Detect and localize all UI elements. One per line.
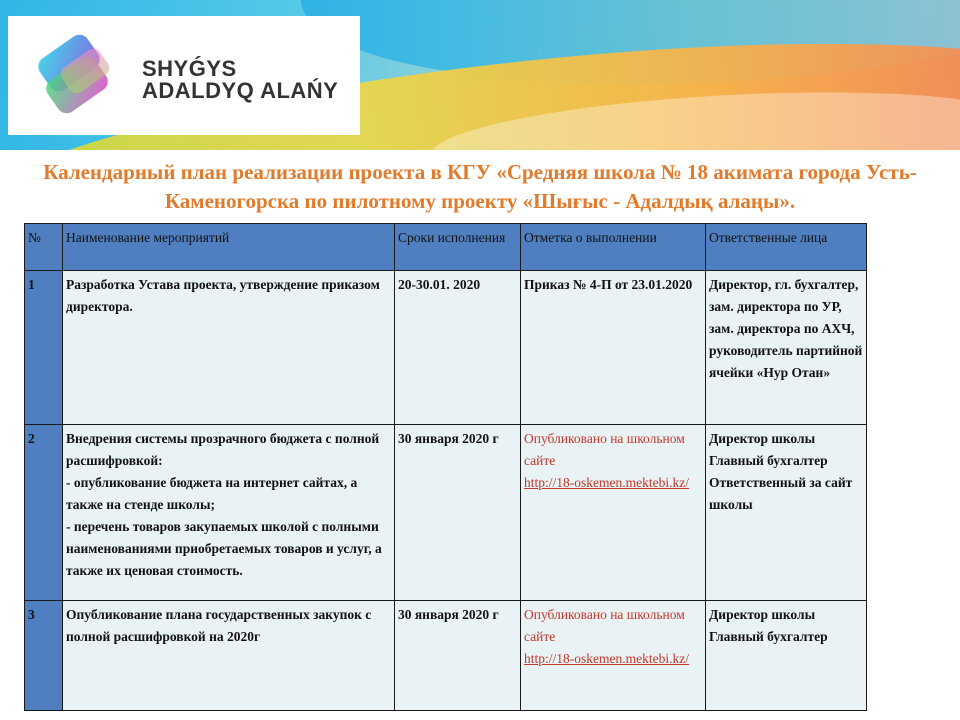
row-num: 1	[25, 271, 63, 425]
row-mark-text: Опубликовано на школьном сайте	[524, 431, 685, 468]
school-site-link[interactable]: http://18-oskemen.mektebi.kz/	[524, 651, 689, 666]
header-num: №	[25, 224, 63, 271]
table-row	[25, 601, 867, 711]
logo-mark-icon	[22, 26, 132, 126]
row-mark-text: Приказ № 4-П от 23.01.2020	[524, 277, 693, 292]
school-site-link[interactable]: http://18-oskemen.mektebi.kz/	[524, 475, 689, 490]
logo-line-1: SHYǴYS	[142, 56, 237, 81]
row-name-text: - перечень товаров закупаемых школой с полными наименованиями приобретаемых товаров и услуг, а также их ценовая стоимость.	[66, 519, 382, 578]
row-name	[63, 601, 395, 711]
row-name-text: - опубликование бюджета на интернет сайтах, а также на стенде школы;	[66, 475, 358, 512]
plan-table	[24, 223, 867, 711]
logo-text	[142, 58, 338, 102]
header-term: Сроки исполнения	[395, 224, 521, 271]
row-name-text: Внедрения системы прозрачного бюджета с полной расшифровкой:	[66, 431, 380, 468]
row-num: 2	[25, 425, 63, 601]
logo	[8, 16, 360, 135]
row-resp: Директор, гл. бухгалтер, зам. директора по УР, зам. директора по АХЧ, руководитель партийной ячейки «Нур Отан»	[706, 271, 867, 425]
row-mark	[521, 601, 706, 711]
row-term: 20-30.01. 2020	[395, 271, 521, 425]
header-name: Наименование мероприятий	[63, 224, 395, 271]
table-header-row	[25, 224, 867, 271]
header-mark: Отметка о выполнении	[521, 224, 706, 271]
row-name	[63, 425, 395, 601]
row-resp: Директор школы Главный бухгалтер	[706, 601, 867, 711]
row-name	[63, 271, 395, 425]
row-term: 30 января 2020 г	[395, 601, 521, 711]
row-num: 3	[25, 601, 63, 711]
page-title: Календарный план реализации проекта в КГУ «Средняя школа № 18 акимата города Усть-Каменогорска по пилотному проекту «Шығыс - Адалдық алаңы».	[43, 160, 917, 213]
header-resp: Ответственные лица	[706, 224, 867, 271]
row-mark	[521, 271, 706, 425]
table-row	[25, 271, 867, 425]
table-row	[25, 425, 867, 601]
row-term: 30 января 2020 г	[395, 425, 521, 601]
row-mark-text: Опубликовано на школьном сайте	[524, 607, 685, 644]
logo-line-2: ADALDYQ ALAŃY	[142, 78, 339, 103]
row-resp: Директор школы Главный бухгалтер Ответственный за сайт школы	[706, 425, 867, 601]
row-name-text: Разработка Устава проекта, утверждение приказом директора.	[66, 277, 380, 314]
row-name-text: Опубликование плана государственных закупок с полной расшифровкой на 2020г	[66, 607, 372, 644]
row-mark	[521, 425, 706, 601]
